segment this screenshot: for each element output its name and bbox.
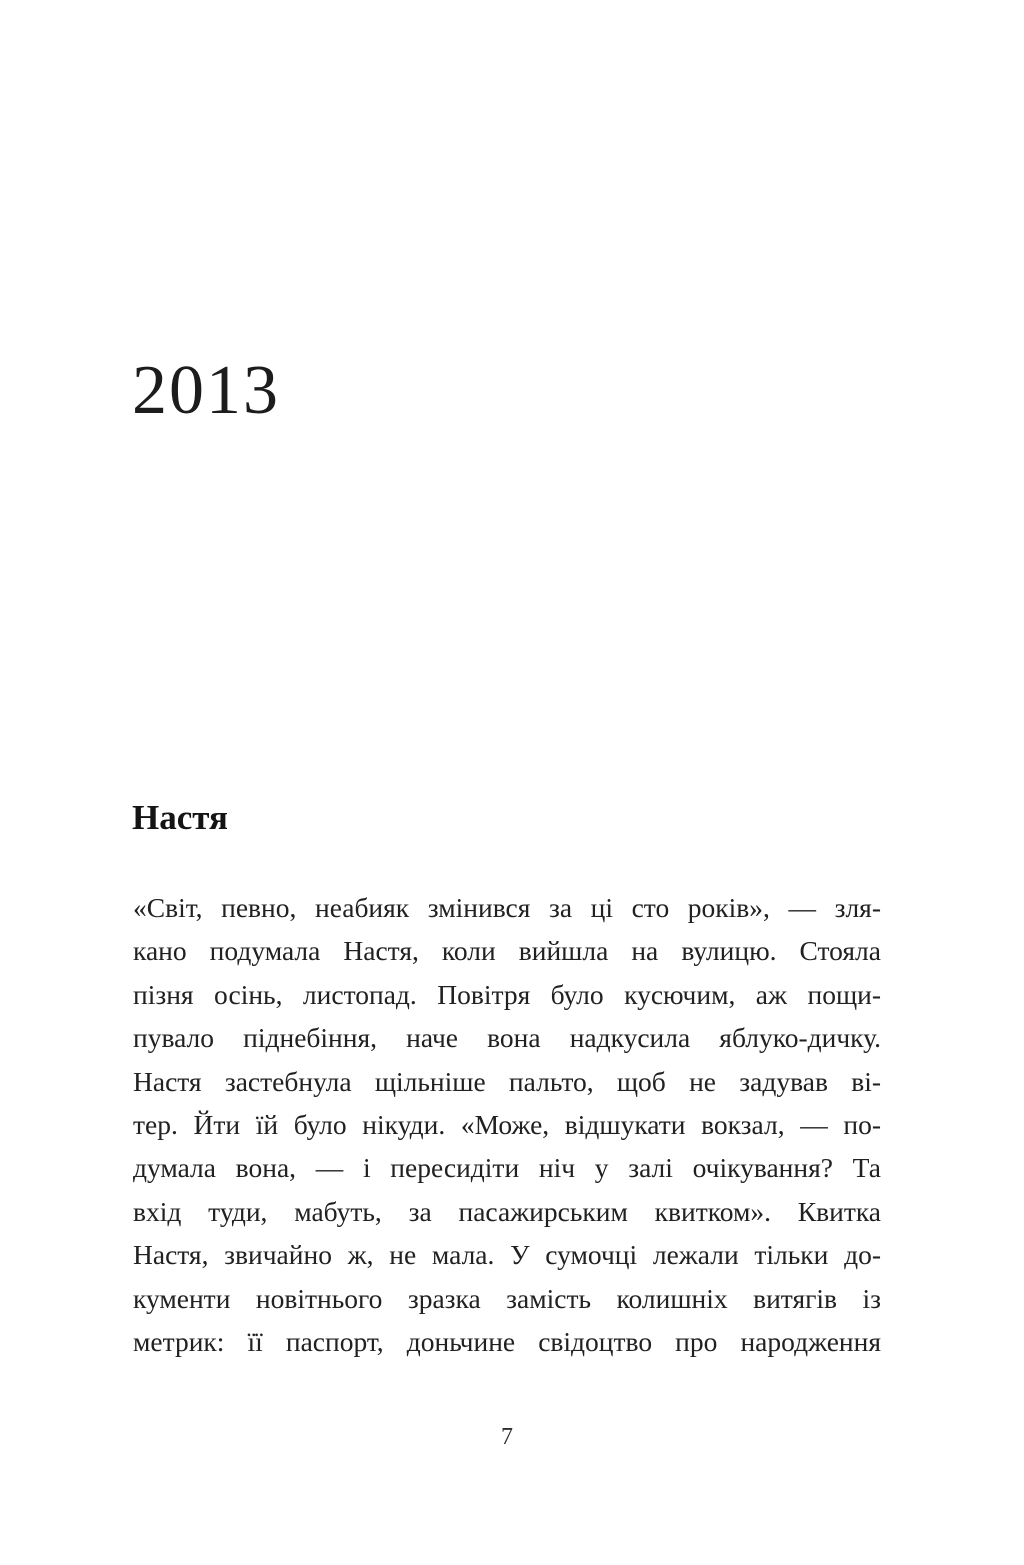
- chapter-year-heading: 2013: [132, 352, 280, 429]
- paragraph-line: метрик: її паспорт, доньчине свідоцтво про народження: [133, 1325, 881, 1357]
- page-number: 7: [501, 1424, 513, 1450]
- paragraph-line: кументи новітнього зразка замість колишніх витягів із: [133, 1282, 881, 1314]
- paragraph-line: пізня осінь, листопад. Повітря було кусючим, аж пощи-: [133, 978, 881, 1010]
- paragraph-line: пувало піднебіння, наче вона надкусила яблуко-дичку.: [133, 1022, 881, 1054]
- paragraph-line: кано подумала Настя, коли вийшла на вулицю. Стояла: [133, 935, 881, 967]
- paragraph-line: думала вона, — і пересидіти ніч у залі очікування? Та: [133, 1152, 881, 1184]
- body-paragraph: [133, 886, 881, 1363]
- paragraph-line: «Світ, певно, неабияк змінився за ці сто років», — зля-: [133, 892, 881, 923]
- paragraph-line: тер. Йти їй було нікуди. «Може, відшукати вокзал, — по-: [133, 1108, 881, 1140]
- paragraph-line: Настя, звичайно ж, не мала. У сумочці лежали тільки до-: [133, 1239, 881, 1271]
- paragraph-line: вхід туди, мабуть, за пасажирським квитком». Квитка: [133, 1195, 881, 1227]
- section-title: Настя: [132, 798, 228, 837]
- paragraph-line: Настя застебнула щільніше пальто, щоб не задував ві-: [133, 1065, 881, 1097]
